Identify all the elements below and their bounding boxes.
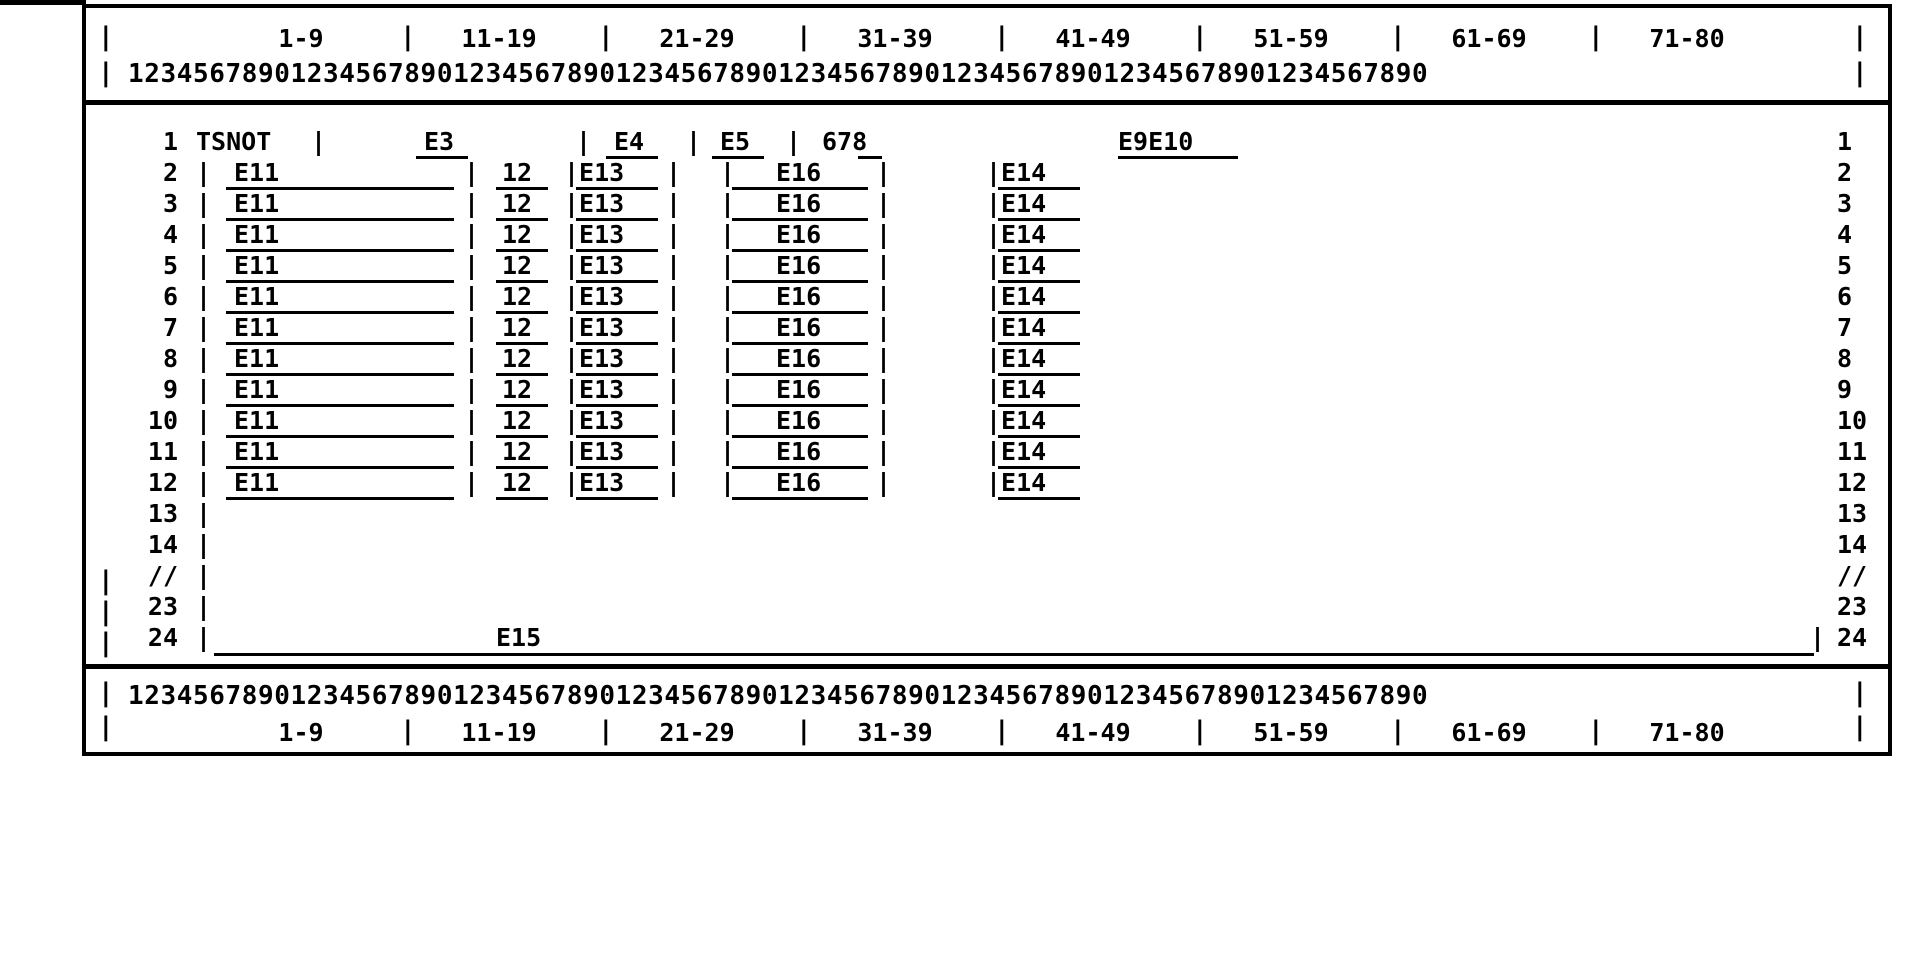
row12-pipe-c: | <box>720 468 736 497</box>
field-e14-row12[interactable]: |E14 <box>986 468 1047 497</box>
footer-range-sep-1: | <box>400 716 416 746</box>
field-e13-row5[interactable]: |E13 <box>564 251 625 280</box>
row8-pipe-b: | <box>666 344 682 373</box>
row6-pipe-b: | <box>666 282 682 311</box>
row-number-left-ellipsis: // <box>147 561 178 590</box>
field-e13-row7[interactable]: |E13 <box>564 313 625 342</box>
field-e11-row10[interactable]: E11 <box>234 406 280 435</box>
row9-pipe-d: | <box>876 375 892 404</box>
header-range-5: 51-59 <box>1253 24 1329 53</box>
row12-pipe-a: | <box>464 468 480 497</box>
row5-pipe-left: | <box>196 251 212 280</box>
row4-pipe-left: | <box>196 220 212 249</box>
row24-pipe-left: | <box>196 623 212 652</box>
field-e14-row6[interactable]: |E14 <box>986 282 1047 311</box>
field-e14-row8[interactable]: |E14 <box>986 344 1047 373</box>
row1-pipe-b: | <box>576 127 592 156</box>
row8-pipe-c: | <box>720 344 736 373</box>
field-e11-row5[interactable]: E11 <box>234 251 280 280</box>
row-number-right-13: 13 <box>1837 499 1868 528</box>
footer-divider-line <box>86 664 1888 669</box>
row3-pipe-left: | <box>196 189 212 218</box>
field-e16-row4[interactable]: E16 <box>776 220 822 249</box>
field-678[interactable]: 678 <box>822 127 868 156</box>
row-number-right-9: 9 <box>1837 375 1853 404</box>
row11-pipe-c: | <box>720 437 736 466</box>
field-e16-row12[interactable]: E16 <box>776 468 822 497</box>
footer-left-pipe: | <box>98 678 114 708</box>
row-number-left-1: 1 <box>162 127 178 156</box>
field-12-row6[interactable]: 12 <box>502 282 533 311</box>
header-divider-line <box>86 100 1888 105</box>
footer-range-7: 71-80 <box>1649 718 1725 747</box>
field-e11-row7[interactable]: E11 <box>234 313 280 342</box>
row-number-left-6: 6 <box>162 282 178 311</box>
header-column-digits: 12345678901234567890123456789012345678901234567890123456789012345678901234567890 <box>128 59 1429 89</box>
header-range-sep-1: | <box>400 22 416 52</box>
field-e16-row6[interactable]: E16 <box>776 282 822 311</box>
row-number-right-11: 11 <box>1837 437 1868 466</box>
row10-pipe-a: | <box>464 406 480 435</box>
row10-pipe-b: | <box>666 406 682 435</box>
underline-e15 <box>214 653 1814 656</box>
row-number-right-6: 6 <box>1837 282 1853 311</box>
row-number-right-1: 1 <box>1837 127 1853 156</box>
header-range-sep-3: | <box>796 22 812 52</box>
row14-pipe-left: | <box>196 530 212 559</box>
field-e16-row3[interactable]: E16 <box>776 189 822 218</box>
row9-pipe-c: | <box>720 375 736 404</box>
body-left-gutter-pipe: | <box>98 566 114 596</box>
row-number-left-2: 2 <box>162 158 178 187</box>
underline-e9e10 <box>1118 156 1238 159</box>
row-number-left-8: 8 <box>162 344 178 373</box>
header-range-1: 11-19 <box>461 24 537 53</box>
field-e16-row7[interactable]: E16 <box>776 313 822 342</box>
row2-pipe-b: | <box>666 158 682 187</box>
header-range-sep-2: | <box>598 22 614 52</box>
field-e14-row10[interactable]: |E14 <box>986 406 1047 435</box>
underline-e13-row12 <box>576 497 658 500</box>
field-e13-row2[interactable]: |E13 <box>564 158 625 187</box>
row-number-left-11: 11 <box>147 437 178 466</box>
row7-pipe-d: | <box>876 313 892 342</box>
underline-e16-row12 <box>732 497 868 500</box>
field-e14-row4[interactable]: |E14 <box>986 220 1047 249</box>
row-number-left-4: 4 <box>162 220 178 249</box>
row7-pipe-a: | <box>464 313 480 342</box>
row11-pipe-b: | <box>666 437 682 466</box>
row-number-left-12: 12 <box>147 468 178 497</box>
field-12-row9[interactable]: 12 <box>502 375 533 404</box>
row8-pipe-d: | <box>876 344 892 373</box>
row10-pipe-d: | <box>876 406 892 435</box>
row7-pipe-left: | <box>196 313 212 342</box>
footer-range-5: 51-59 <box>1253 718 1329 747</box>
field-12-row12[interactable]: 12 <box>502 468 533 497</box>
header-range-7: 71-80 <box>1649 24 1725 53</box>
row9-pipe-left: | <box>196 375 212 404</box>
row8-pipe-left: | <box>196 344 212 373</box>
row12-pipe-d: | <box>876 468 892 497</box>
header-range-sep-6: | <box>1390 22 1406 52</box>
footer-range-sep-2: | <box>598 716 614 746</box>
field-e11-row6[interactable]: E11 <box>234 282 280 311</box>
field-e16-row11[interactable]: E16 <box>776 437 822 466</box>
row-number-left-14: 14 <box>147 530 178 559</box>
row-number-right-10: 10 <box>1837 406 1868 435</box>
footer-range-sep-3: | <box>796 716 812 746</box>
field-e14-row5[interactable]: |E14 <box>986 251 1047 280</box>
row-number-left-9: 9 <box>162 375 178 404</box>
field-e14-row3[interactable]: |E14 <box>986 189 1047 218</box>
row2-pipe-a: | <box>464 158 480 187</box>
row4-pipe-d: | <box>876 220 892 249</box>
field-e5[interactable]: E5 <box>720 127 751 156</box>
field-e15[interactable]: E15 <box>496 623 542 652</box>
row6-pipe-d: | <box>876 282 892 311</box>
top-rule-stub <box>0 0 86 5</box>
field-12-row3[interactable]: 12 <box>502 189 533 218</box>
underline-e11-row12 <box>226 497 454 500</box>
row-number-right-2: 2 <box>1837 158 1853 187</box>
row-number-right-4: 4 <box>1837 220 1853 249</box>
row-number-left-7: 7 <box>162 313 178 342</box>
row5-pipe-c: | <box>720 251 736 280</box>
field-tsnot[interactable]: TSNOT <box>196 127 272 156</box>
field-e16-row5[interactable]: E16 <box>776 251 822 280</box>
row3-pipe-d: | <box>876 189 892 218</box>
row6-pipe-c: | <box>720 282 736 311</box>
header-left-pipe-2: | <box>98 58 114 88</box>
field-e11-row2[interactable]: E11 <box>234 158 280 187</box>
row9-pipe-b: | <box>666 375 682 404</box>
row-number-right-12: 12 <box>1837 468 1868 497</box>
footer-range-sep-5: | <box>1192 716 1208 746</box>
row23-pipe-left: | <box>196 592 212 621</box>
underline-12-row12 <box>496 497 548 500</box>
field-e3[interactable]: E3 <box>424 127 455 156</box>
row4-pipe-c: | <box>720 220 736 249</box>
row5-pipe-d: | <box>876 251 892 280</box>
header-range-sep-5: | <box>1192 22 1208 52</box>
row9-pipe-a: | <box>464 375 480 404</box>
field-e11-row3[interactable]: E11 <box>234 189 280 218</box>
field-12-row5[interactable]: 12 <box>502 251 533 280</box>
footer-range-2: 21-29 <box>659 718 735 747</box>
row24-pipe-right: | <box>1810 623 1826 652</box>
footer-left-pipe-2: | <box>98 712 114 742</box>
underline-e14-row12 <box>998 497 1080 500</box>
row8-pipe-a: | <box>464 344 480 373</box>
footer-column-digits: 12345678901234567890123456789012345678901234567890123456789012345678901234567890 <box>128 681 1429 711</box>
body-left-gutter-pipe-2: | <box>98 597 114 627</box>
header-range-4: 41-49 <box>1055 24 1131 53</box>
header-right-pipe: | <box>1852 22 1868 52</box>
underline-e3 <box>416 156 468 159</box>
row1-pipe-a: | <box>311 127 327 156</box>
row-number-right-5: 5 <box>1837 251 1853 280</box>
row5-pipe-b: | <box>666 251 682 280</box>
footer-range-sep-7: | <box>1588 716 1604 746</box>
row-number-left-5: 5 <box>162 251 178 280</box>
field-12-row10[interactable]: 12 <box>502 406 533 435</box>
footer-range-3: 31-39 <box>857 718 933 747</box>
row11-pipe-left: | <box>196 437 212 466</box>
field-e4[interactable]: E4 <box>614 127 645 156</box>
field-12-row4[interactable]: 12 <box>502 220 533 249</box>
body-left-gutter-pipe-3: | <box>98 628 114 658</box>
row4-pipe-b: | <box>666 220 682 249</box>
row10-pipe-left: | <box>196 406 212 435</box>
field-e9e10[interactable]: E9E10 <box>1118 127 1194 156</box>
row-number-left-10: 10 <box>147 406 178 435</box>
row2-pipe-left: | <box>196 158 212 187</box>
footer-range-4: 41-49 <box>1055 718 1131 747</box>
row1-pipe-c: | <box>686 127 702 156</box>
row6-pipe-a: | <box>464 282 480 311</box>
row6-pipe-left: | <box>196 282 212 311</box>
row-number-left-3: 3 <box>162 189 178 218</box>
row11-pipe-a: | <box>464 437 480 466</box>
field-e16-row2[interactable]: E16 <box>776 158 822 187</box>
field-e16-row8[interactable]: E16 <box>776 344 822 373</box>
header-range-sep-4: | <box>994 22 1010 52</box>
row-number-right-8: 8 <box>1837 344 1853 373</box>
field-e14-row2[interactable]: |E14 <box>986 158 1047 187</box>
rowgap-pipe-left: | <box>196 561 212 590</box>
row12-pipe-left: | <box>196 468 212 497</box>
header-range-sep-7: | <box>1588 22 1604 52</box>
field-12-row2[interactable]: 12 <box>502 158 533 187</box>
header-range-6: 61-69 <box>1451 24 1527 53</box>
field-e11-row4[interactable]: E11 <box>234 220 280 249</box>
field-e13-row4[interactable]: |E13 <box>564 220 625 249</box>
row1-pipe-d: | <box>786 127 802 156</box>
footer-range-6: 61-69 <box>1451 718 1527 747</box>
field-e13-row11[interactable]: |E13 <box>564 437 625 466</box>
row-number-left-23: 23 <box>147 592 178 621</box>
field-e16-row9[interactable]: E16 <box>776 375 822 404</box>
row13-pipe-left: | <box>196 499 212 528</box>
header-left-pipe: | <box>98 22 114 52</box>
field-e11-row8[interactable]: E11 <box>234 344 280 373</box>
row-number-right-3: 3 <box>1837 189 1853 218</box>
row5-pipe-a: | <box>464 251 480 280</box>
field-12-row11[interactable]: 12 <box>502 437 533 466</box>
row-number-left-13: 13 <box>147 499 178 528</box>
field-e14-row11[interactable]: |E14 <box>986 437 1047 466</box>
field-e16-row10[interactable]: E16 <box>776 406 822 435</box>
field-e11-row12[interactable]: E11 <box>234 468 280 497</box>
row3-pipe-c: | <box>720 189 736 218</box>
row2-pipe-c: | <box>720 158 736 187</box>
footer-range-1: 11-19 <box>461 718 537 747</box>
footer-range-0: 1-9 <box>278 718 324 747</box>
field-e13-row12[interactable]: |E13 <box>564 468 625 497</box>
field-e13-row9[interactable]: |E13 <box>564 375 625 404</box>
field-e11-row11[interactable]: E11 <box>234 437 280 466</box>
screen-layout-frame <box>82 4 1892 756</box>
field-12-row7[interactable]: 12 <box>502 313 533 342</box>
header-right-pipe-2: | <box>1852 58 1868 88</box>
field-e13-row8[interactable]: |E13 <box>564 344 625 373</box>
row7-pipe-c: | <box>720 313 736 342</box>
row10-pipe-c: | <box>720 406 736 435</box>
field-e13-row10[interactable]: |E13 <box>564 406 625 435</box>
row3-pipe-a: | <box>464 189 480 218</box>
field-e13-row3[interactable]: |E13 <box>564 189 625 218</box>
header-range-2: 21-29 <box>659 24 735 53</box>
row2-pipe-d: | <box>876 158 892 187</box>
row-number-right-7: 7 <box>1837 313 1853 342</box>
field-e11-row9[interactable]: E11 <box>234 375 280 404</box>
row-number-right-24: 24 <box>1837 623 1868 652</box>
row4-pipe-a: | <box>464 220 480 249</box>
row-number-left-24: 24 <box>147 623 178 652</box>
row3-pipe-b: | <box>666 189 682 218</box>
footer-right-pipe-2: | <box>1852 712 1868 742</box>
row12-pipe-b: | <box>666 468 682 497</box>
row-number-right-ellipsis: // <box>1837 561 1868 590</box>
field-e14-row9[interactable]: |E14 <box>986 375 1047 404</box>
header-range-0: 1-9 <box>278 24 324 53</box>
row-number-right-14: 14 <box>1837 530 1868 559</box>
row11-pipe-d: | <box>876 437 892 466</box>
footer-range-sep-4: | <box>994 716 1010 746</box>
footer-range-sep-6: | <box>1390 716 1406 746</box>
row7-pipe-b: | <box>666 313 682 342</box>
footer-right-pipe: | <box>1852 678 1868 708</box>
field-12-row8[interactable]: 12 <box>502 344 533 373</box>
row-number-right-23: 23 <box>1837 592 1868 621</box>
field-e13-row6[interactable]: |E13 <box>564 282 625 311</box>
field-e14-row7[interactable]: |E14 <box>986 313 1047 342</box>
header-range-3: 31-39 <box>857 24 933 53</box>
